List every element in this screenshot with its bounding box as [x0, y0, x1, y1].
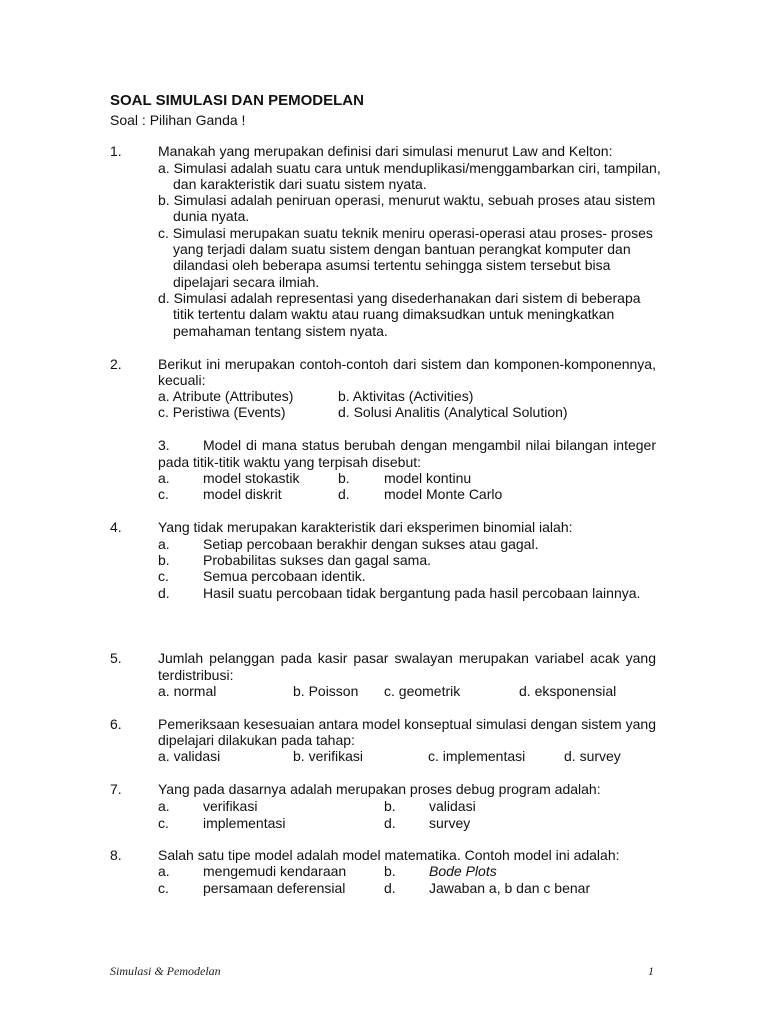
q6-option-d: d. survey	[564, 748, 621, 764]
q1-option-b-line1: b. Simulasi adalah peniruan operasi, menurut waktu, sebuah proses atau sistem	[158, 192, 656, 208]
q3-letter-c: c.	[158, 486, 169, 502]
q7-option-b: validasi	[429, 798, 476, 814]
q4-letter-b: b.	[158, 552, 170, 568]
q6-option-a: a. validasi	[158, 748, 221, 764]
q2-stem-line2: kecuali:	[158, 372, 206, 388]
q1-option-a-line1: a. Simulasi adalah suatu cara untuk menduplikasi/menggambarkan ciri, tampilan,	[158, 160, 661, 176]
q3-stem-line2: pada titik-titik waktu yang terpisah disebut:	[158, 454, 422, 470]
q8-option-a: mengemudi kendaraan	[203, 863, 347, 879]
q3-option-c: model diskrit	[203, 486, 282, 502]
q3-number: 3.	[158, 437, 170, 453]
q2-option-b: b. Aktivitas (Activities)	[338, 388, 474, 404]
q8-letter-b: b.	[384, 863, 396, 879]
q8-letter-a: a.	[158, 863, 170, 879]
q1-option-d-line1: d. Simulasi adalah representasi yang disederhanakan dari sistem di beberapa	[158, 290, 641, 306]
q5-stem-line2: terdistribusi:	[158, 667, 234, 683]
q1-option-b-line2: dunia nyata.	[173, 208, 250, 224]
footer-page-number: 1	[648, 964, 654, 978]
q7-letter-c: c.	[158, 815, 169, 831]
q7-option-d: survey	[429, 815, 471, 831]
q6-option-b: b. verifikasi	[293, 748, 364, 764]
q7-letter-a: a.	[158, 798, 170, 814]
q6-stem-line1: Pemeriksaan kesesuaian antara model konseptual simulasi dengan sistem yang	[158, 716, 656, 732]
q3-letter-b: b.	[338, 470, 350, 486]
q3-letter-a: a.	[158, 470, 170, 486]
q5-stem-line1: Jumlah pelanggan pada kasir pasar swalayan merupakan variabel acak yang	[158, 650, 656, 666]
q1-option-d-line3: pemahaman tentang sistem nyata.	[173, 323, 388, 339]
q8-option-b: Bode Plots	[429, 863, 497, 879]
q1-option-c-line3: dilandasi oleh beberapa asumsi tertentu sehingga sistem tersebut bisa	[173, 257, 611, 273]
q4-stem: Yang tidak merupakan karakteristik dari eksperimen binomial ialah:	[158, 519, 573, 535]
q8-letter-d: d.	[384, 880, 396, 896]
q3-letter-d: d.	[338, 486, 350, 502]
q4-option-a: Setiap percobaan berakhir dengan sukses atau gagal.	[203, 536, 539, 552]
q8-option-c: persamaan deferensial	[203, 880, 346, 896]
page-title: SOAL SIMULASI DAN PEMODELAN	[110, 92, 364, 109]
q1-number: 1.	[110, 143, 122, 159]
q1-stem: Manakah yang merupakan definisi dari simulasi menurut Law and Kelton:	[158, 143, 613, 159]
q5-option-a: a. normal	[158, 683, 217, 699]
q4-option-c: Semua percobaan identik.	[203, 568, 366, 584]
q8-stem: Salah satu tipe model adalah model matematika. Contoh model ini adalah:	[158, 847, 620, 863]
q3-option-d: model Monte Carlo	[384, 486, 503, 502]
q4-option-b: Probabilitas sukses dan gagal sama.	[203, 552, 432, 568]
q1-option-c-line4: dipelajari secara ilmiah.	[173, 274, 320, 290]
q6-number: 6.	[110, 716, 122, 732]
q6-stem-line2: dipelajari dilakukan pada tahap:	[158, 732, 355, 748]
q7-option-a: verifikasi	[203, 798, 258, 814]
q4-option-d: Hasil suatu percobaan tidak bergantung pada hasil percobaan lainnya.	[203, 585, 641, 601]
q5-number: 5.	[110, 650, 122, 666]
q4-letter-d: d.	[158, 585, 170, 601]
q8-letter-c: c.	[158, 880, 169, 896]
q7-letter-b: b.	[384, 798, 396, 814]
q5-option-c: c. geometrik	[384, 683, 461, 699]
q4-letter-a: a.	[158, 536, 170, 552]
footer-title: Simulasi & Pemodelan	[110, 964, 221, 978]
q1-option-a-line2: dan karakteristik dari suatu sistem nyata.	[173, 176, 427, 192]
q4-number: 4.	[110, 519, 122, 535]
q4-letter-c: c.	[158, 568, 169, 584]
q2-option-d: d. Solusi Analitis (Analytical Solution)	[338, 404, 568, 420]
q2-number: 2.	[110, 356, 122, 372]
q3-option-b: model kontinu	[384, 470, 472, 486]
q1-option-c-line2: yang terjadi dalam suatu sistem dengan bantuan perangkat komputer dan	[173, 241, 631, 257]
q2-option-a: a. Atribute (Attributes)	[158, 388, 294, 404]
q7-letter-d: d.	[384, 815, 396, 831]
q1-option-c-line1: c. Simulasi merupakan suatu teknik meniru operasi-operasi atau proses- proses	[158, 225, 653, 241]
q2-stem-line1: Berikut ini merupakan contoh-contoh dari sistem dan komponen-komponennya,	[158, 356, 656, 372]
q1-option-d-line2: titik tertentu dalam waktu atau ruang dimaksudkan untuk meningkatkan	[173, 306, 615, 322]
q7-number: 7.	[110, 781, 122, 797]
q6-option-c: c. implementasi	[428, 748, 526, 764]
page-subtitle: Soal : Pilihan Ganda !	[110, 112, 246, 128]
q2-option-c: c. Peristiwa (Events)	[158, 404, 286, 420]
q7-stem: Yang pada dasarnya adalah merupakan proses debug program adalah:	[158, 781, 601, 797]
q8-number: 8.	[110, 847, 122, 863]
q8-option-d: Jawaban a, b dan c benar	[429, 880, 591, 896]
q3-stem-line1: Model di mana status berubah dengan mengambil nilai bilangan integer	[203, 437, 656, 453]
q5-option-b: b. Poisson	[293, 683, 359, 699]
q5-option-d: d. eksponensial	[519, 683, 617, 699]
q3-option-a: model stokastik	[203, 470, 300, 486]
q7-option-c: implementasi	[203, 815, 286, 831]
